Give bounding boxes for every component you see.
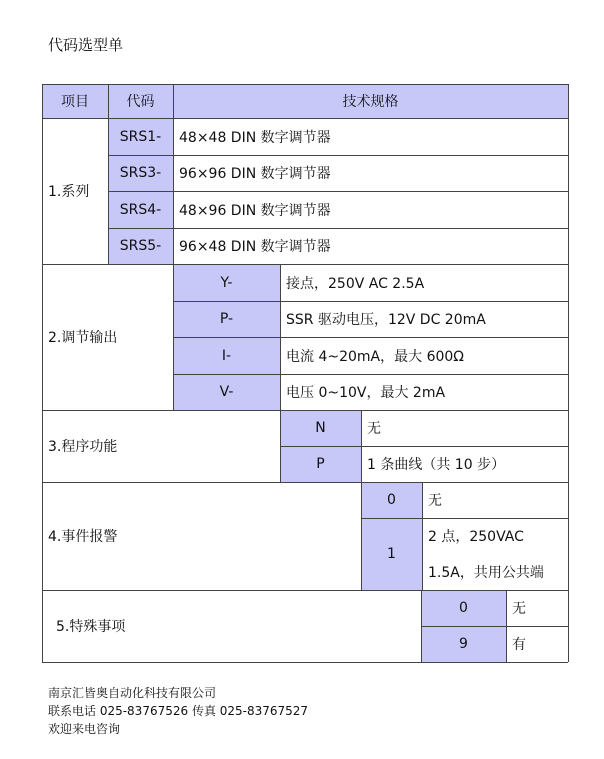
series-code-2: SRS3- bbox=[108, 155, 173, 191]
series-code-1: SRS1- bbox=[108, 118, 173, 155]
grid-line bbox=[173, 337, 568, 338]
grid-line bbox=[173, 84, 174, 410]
series-spec-2: 96×96 DIN 数字调节器 bbox=[179, 166, 331, 182]
grid-line bbox=[280, 446, 568, 447]
output-code-3: I- bbox=[173, 337, 280, 374]
series-spec-1: 48×48 DIN 数字调节器 bbox=[179, 129, 331, 146]
grid-line bbox=[361, 518, 568, 519]
alarm-spec-2-line1: 2 点，250VAC bbox=[428, 529, 524, 545]
output-spec-3: 电流 4~20mA，最大 600Ω bbox=[286, 348, 464, 365]
grid-line bbox=[42, 84, 43, 662]
grid-line bbox=[568, 84, 569, 662]
header-code: 代码 bbox=[108, 84, 173, 118]
header-spec: 技术规格 bbox=[173, 84, 568, 118]
grid-line bbox=[173, 374, 568, 375]
series-spec-4: 96×48 DIN 数字调节器 bbox=[179, 239, 331, 255]
alarm-spec-1: 无 bbox=[428, 493, 442, 509]
grid-line bbox=[42, 84, 568, 85]
output-spec-1: 接点，250V AC 2.5A bbox=[286, 275, 425, 292]
program-code-2: P bbox=[280, 446, 361, 482]
header-item: 项目 bbox=[42, 84, 108, 118]
grid-line bbox=[42, 482, 568, 483]
special-spec-2: 有 bbox=[512, 637, 526, 653]
grid-line bbox=[42, 590, 568, 591]
grid-line bbox=[173, 301, 568, 302]
grid-line bbox=[108, 191, 568, 192]
series-spec-3: 48×96 DIN 数字调节器 bbox=[179, 202, 331, 219]
grid-line bbox=[42, 410, 568, 411]
grid-line bbox=[280, 264, 281, 482]
output-label: 2.调节输出 bbox=[48, 330, 118, 346]
footer-contact: 联系电话 025-83767526 传真 025-83767527 bbox=[48, 704, 309, 718]
grid-line bbox=[421, 626, 568, 627]
special-code-2: 9 bbox=[421, 626, 506, 662]
output-spec-2: SSR 驱动电压，12V DC 20mA bbox=[286, 312, 486, 328]
footer-company: 南京汇皆奥自动化科技有限公司 bbox=[48, 686, 217, 700]
grid-line bbox=[42, 662, 568, 663]
program-spec-1: 无 bbox=[367, 421, 381, 437]
output-spec-4: 电压 0~10V，最大 2mA bbox=[286, 385, 446, 401]
alarm-label: 4.事件报警 bbox=[48, 529, 118, 545]
output-code-1: Y- bbox=[173, 264, 280, 301]
grid-line bbox=[42, 264, 568, 265]
grid-line bbox=[422, 482, 423, 590]
grid-line bbox=[108, 84, 109, 264]
special-code-1: 0 bbox=[421, 590, 506, 626]
grid-line bbox=[361, 410, 362, 590]
grid-line bbox=[42, 118, 568, 119]
alarm-spec-2-line2: 1.5A，共用公共端 bbox=[428, 565, 544, 581]
output-code-2: P- bbox=[173, 301, 280, 337]
alarm-code-2: 1 bbox=[361, 518, 422, 590]
special-spec-1: 无 bbox=[512, 601, 526, 617]
program-label: 3.程序功能 bbox=[48, 439, 118, 455]
program-code-1: N bbox=[280, 410, 361, 446]
series-label: 1.系列 bbox=[48, 184, 90, 200]
series-code-3: SRS4- bbox=[108, 191, 173, 228]
alarm-code-1: 0 bbox=[361, 482, 422, 518]
grid-line bbox=[108, 155, 568, 156]
grid-line bbox=[108, 228, 568, 229]
program-spec-2: 1 条曲线（共 10 步） bbox=[367, 457, 506, 473]
special-label: 5.特殊事项 bbox=[56, 619, 126, 635]
series-code-4: SRS5- bbox=[108, 228, 173, 264]
page-title: 代码选型单 bbox=[48, 36, 124, 54]
footer-welcome: 欢迎来电咨询 bbox=[48, 722, 121, 736]
output-code-4: V- bbox=[173, 374, 280, 410]
